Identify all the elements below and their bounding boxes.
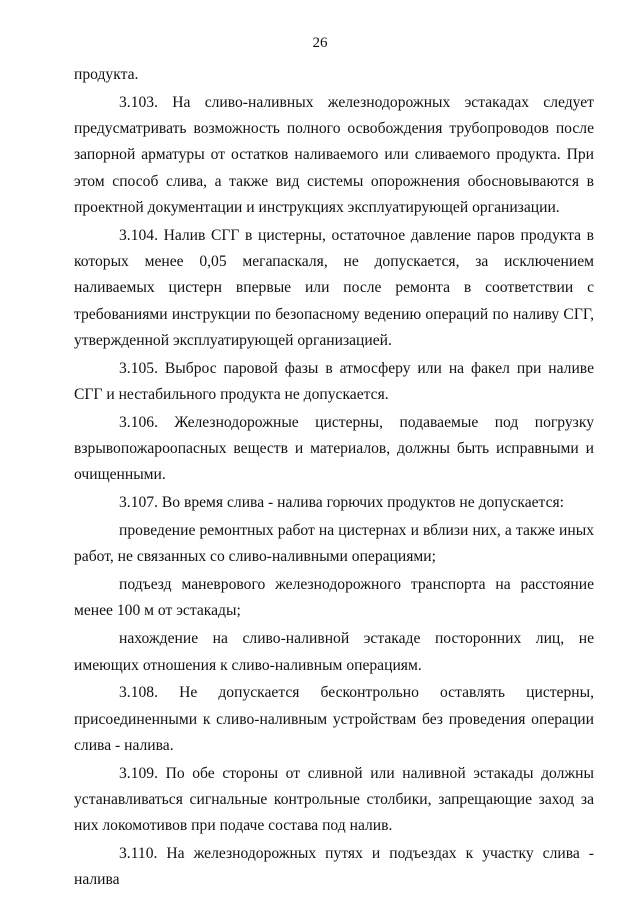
paragraph-3-109: 3.109. По обе стороны от сливной или наливной эстакады должны устанавливаться сигнальные контрольные столбики, запрещающие заход за них локомотивов при подаче состава под налив. (74, 764, 594, 835)
paragraph-3-105: 3.105. Выброс паровой фазы в атмосферу или на факел при наливе СГГ и нестабильного продукта не допускается. (74, 359, 594, 404)
paragraph-3-103: 3.103. На сливо-наливных железнодорожных эстакадах следует предусматривать возможность полного освобождения трубопроводов после запорной арматуры от остатков наливаемого или сливаемого продукта. При этом способ слива, а также вид системы опорожнения обосновываются в проектной документации и инструкциях эксплуатирующей организации. (74, 93, 594, 216)
paragraph-3-107-item-3: нахождение на сливо-наливной эстакаде посторонних лиц, не имеющих отношения к сливо-наливным операциям. (74, 630, 594, 674)
paragraph-3-107: 3.107. Во время слива - налива горючих продуктов не допускается: (119, 494, 564, 512)
paragraph-3-104: 3.104. Налив СГГ в цистерны, остаточное давление паров продукта в которых менее 0,05 мегапаскаля, не допускается, за исключением наливаемых цистерн впервые или после ремонта в соответствии с требованиями инструкции по безопасному ведению операций по наливу СГГ, утвержденной эксплуатирующей организацией. (74, 226, 594, 349)
paragraph-3-107-item-2: подъезд маневрового железнодорожного транспорта на расстояние менее 100 м от эстакады; (74, 576, 594, 620)
paragraph-3-107-item-1: проведение ремонтных работ на цистернах и вблизи них, а также иных работ, не связанных со сливо-наливными операциями; (74, 522, 594, 566)
paragraph-continuation: продукта. (74, 66, 139, 83)
page-number: 26 (312, 35, 328, 51)
paragraph-3-108: 3.108. Не допускается бесконтрольно оставлять цистерны, присоединенными к сливо-наливным устройствам без проведения операции слива - налива. (74, 684, 594, 754)
paragraph-3-106: 3.106. Железнодорожные цистерны, подаваемые под погрузку взрывопожароопасных веществ и материалов, должны быть исправными и очищенными. (74, 413, 594, 484)
paragraph-3-110: 3.110. На железнодорожных путях и подъездах к участку слива - налива (74, 845, 594, 889)
body-text (74, 62, 594, 894)
